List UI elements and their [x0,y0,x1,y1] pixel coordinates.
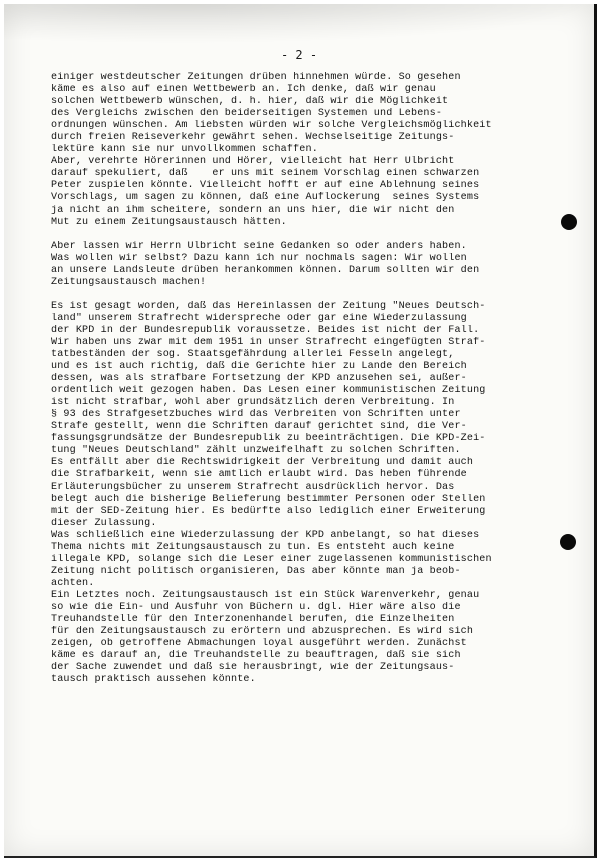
document-page [4,4,597,858]
page-number: - 2 - [280,48,318,62]
text-line: tatbeständen der sog. Staatsgefährdung allerlei Fesseln angelegt, [51,348,455,360]
paragraph [51,72,561,229]
text-line: dieser Zulassung. [51,517,157,529]
text-line: Es entfällt aber die Rechtswidrigkeit der Verbreitung und damit auch [51,457,474,469]
text-line: an unsere Landsleute drüben herankommen können. Darum sollten wir den [51,264,480,276]
text-line: und es ist auch richtig, daß die Gerichte hier zu Lande den Bereich [51,361,467,373]
text-line: Vorschlags, um sagen zu können, daß eine Auflockerung seines Systems [51,192,480,204]
text-line: tausch praktisch aussehen könnte. [51,674,256,686]
paragraph-gap [51,289,561,301]
text-line: ja nicht an ihm scheitere, sondern an uns hier, die wir nicht den [51,204,455,216]
text-line: Es ist gesagt worden, daß das Hereinlassen der Zeitung "Neues Deutsch- [51,300,486,312]
text-line: zeigen, ob getroffene Abmachungen loyal ausgeführt werden. Zunächst [51,638,467,650]
text-line: so wie die Ein- und Ausfuhr von Büchern u. dgl. Hier wäre also die [51,601,461,613]
text-line: einiger westdeutscher Zeitungen drüben hinnehmen würde. So gesehen [51,72,461,83]
text-line: Wir haben uns zwar mit dem 1951 in unser Strafrecht eingefügten Straf- [51,336,486,348]
text-line: lektüre kann sie nur unvollkommen schaffen. [51,144,318,156]
text-line: tung "Neues Deutschland" zählt unzweifelhaft zu solchen Schriften. [51,445,461,457]
text-line: Peter zuspielen könnte. Vielleicht hofft er auf eine Ablehnung seines [51,180,480,192]
typewritten-text [51,72,561,686]
text-line: des Vergleichs zwischen den beiderseitigen Systemen und Lebens- [51,108,443,120]
text-line: achten. [51,577,95,589]
text-line: § 93 des Strafgesetzbuches wird das Verbreiten von Schriften unter [51,409,461,421]
paragraph-gap [51,229,561,241]
text-line: käme es also auf einen Wettbewerb an. Ich denke, daß wir genau [51,84,436,96]
text-line: mit der SED-Zeitung hier. Es bedürfte also lediglich einer Erweiterung [51,505,486,517]
text-line: käme es darauf an, die Treuhandstelle zu beauftragen, daß sie sich [51,650,461,662]
text-line: Aber, verehrte Hörerinnen und Hörer, vielleicht hat Herr Ulbricht [51,156,455,168]
text-line: durch freien Reiseverkehr gewährt sehen. Wechselseitige Zeitungs- [51,132,455,144]
text-line: Zeitung nicht politisch organisieren, Das aber könnte man ja beob- [51,565,461,577]
text-line: Treuhandstelle für den Interzonenhandel berufen, die Einzelheiten [51,614,455,626]
text-line: der Sache zuwendet und daß sie herausbringt, wie der Zeitungsaus- [51,662,455,674]
text-line: die Strafbarkeit, wenn sie amtlich erlaubt wird. Das heben führende [51,469,467,481]
text-line: darauf spekuliert, daß er uns mit seinem Vorschlag einen schwarzen [51,168,480,180]
text-line: ordentlich weit gezogen haben. Das Lesen einer kommunistischen Zeitung [51,385,486,397]
text-line: Was wollen wir selbst? Dazu kann ich nur nochmals sagen: Wir wollen [51,252,467,264]
paragraph [51,301,561,687]
text-line: land" unserem Strafrecht widerspreche oder gar eine Wiederzulassung [51,312,467,324]
text-line: Mut zu einem Zeitungsaustausch hätten. [51,216,287,228]
text-line: der KPD in der Bundesrepublik voraussetze. Beides ist nicht der Fall. [51,324,480,336]
text-line: für den Zeitungsaustausch zu erörtern und abzusprechen. Es wird sich [51,626,474,638]
text-line: ordnungen wünschen. Am liebsten würden wir solche Vergleichsmöglichkeit [51,120,492,132]
text-line: fassungsgrundsätze der Bundesrepublik zu beeinträchtigen. Die KPD-Zei- [51,433,486,445]
text-line: Was schließlich eine Wiederzulassung der KPD anbelangt, so hat dieses [51,529,480,541]
text-line: ist nicht strafbar, wohl aber grundsätzlich deren Verbreitung. In [51,397,455,409]
text-line: Erläuterungsbücher zu unserem Strafrecht ausdrücklich hervor. Das [51,481,455,493]
text-line: dessen, was als strafbare Fortsetzung der KPD anzusehen sei, außer- [51,373,467,385]
text-line: solchen Wettbewerb wünschen, d. h. hier, daß wir die Möglichkeit [51,96,449,108]
text-line: belegt auch die bisherige Belieferung bestimmter Personen oder Stellen [51,493,486,505]
text-line: Thema nichts mit Zeitungsaustausch zu tun. Es entsteht auch keine [51,541,455,553]
text-line: Aber lassen wir Herrn Ulbricht seine Gedanken so oder anders haben. [51,240,467,252]
text-line: Ein Letztes noch. Zeitungsaustausch ist ein Stück Warenverkehr, genau [51,589,480,601]
punch-hole-top [561,214,577,230]
text-line: illegale KPD, solange sich die Leser einer zugelassenen kommunistischen [51,553,492,565]
punch-hole-bottom [560,534,576,550]
text-line: Zeitungsaustausch machen! [51,276,207,288]
paragraph [51,241,561,289]
text-line: Strafe gestellt, wenn die Schriften darauf gerichtet sind, die Ver- [51,421,467,433]
